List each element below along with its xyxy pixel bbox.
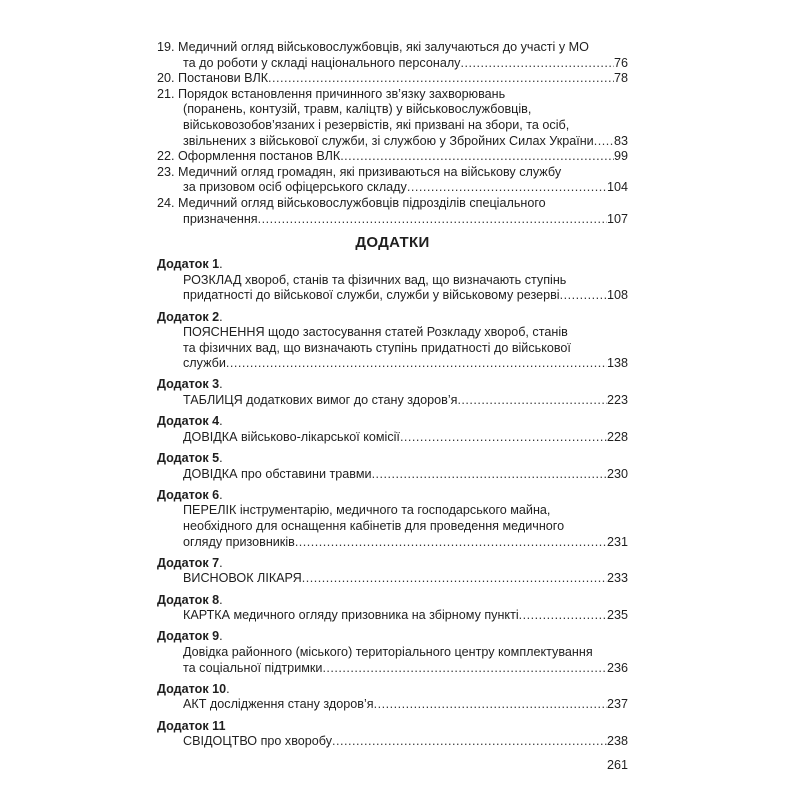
toc-entry-number: 22. [157, 149, 175, 164]
appendix-text: та фізичних вад, що визначають ступінь придатності до військової [183, 340, 571, 355]
toc-entry-number: 23. [157, 164, 175, 179]
toc-page-number: 76 [613, 55, 628, 70]
toc-entry-number: 19. [157, 40, 175, 54]
appendix-entry[interactable] [157, 310, 628, 372]
appendix-label: Додаток 10 [157, 681, 227, 696]
appendix-line [157, 535, 628, 551]
appendix-line [157, 430, 628, 446]
dot-leader [460, 56, 614, 72]
toc-appendices [157, 257, 628, 750]
appendix-label: Додаток 2 [157, 309, 220, 324]
toc-entry-line [157, 134, 628, 150]
appendix-text: служби [183, 356, 226, 371]
appendix-entry[interactable] [157, 556, 628, 587]
toc-entry-text [157, 149, 340, 165]
dot-leader [340, 149, 614, 165]
appendix-title [157, 451, 628, 467]
appendix-text: КАРТКА медичного огляду призовника на збірному пункті [183, 608, 519, 623]
toc-entry-title: Медичний огляд військовослужбовців підрозділів спеціального [178, 195, 546, 210]
appendix-title [157, 593, 628, 609]
appendix-label-dot: . [219, 414, 223, 429]
toc-entry-text [157, 40, 589, 56]
appendix-page-number: 231 [606, 534, 628, 549]
toc-entry-text: (поранень, контузій, травм, каліцтв) у військовослужбовців, [183, 102, 532, 117]
toc-entry-line [157, 180, 628, 196]
appendix-page-number: 223 [606, 393, 628, 408]
appendix-line [157, 356, 628, 372]
appendix-entry[interactable] [157, 629, 628, 676]
toc-entry-title: Постанови ВЛК [178, 71, 269, 86]
appendix-line [157, 697, 628, 713]
dot-leader [374, 697, 607, 713]
toc-page-number: 104 [606, 180, 628, 195]
appendix-entry[interactable] [157, 257, 628, 304]
appendix-label-dot: . [219, 592, 223, 607]
appendix-label-dot: . [226, 681, 230, 696]
toc-entry-text [157, 165, 561, 181]
appendix-line [157, 467, 628, 483]
toc-entry-text: за призовом осіб офіцерського складу [183, 180, 407, 195]
appendix-entry[interactable] [157, 414, 628, 445]
toc-entry-line [157, 118, 628, 134]
appendix-page-number: 237 [606, 697, 628, 712]
toc-entry[interactable] [157, 196, 628, 227]
appendix-label-dot: . [219, 377, 223, 392]
appendix-line [157, 571, 628, 587]
appendix-label: Додаток 5 [157, 451, 220, 466]
toc-entry-title: Медичний огляд військовослужбовців, які залучаються до участі у МО [178, 40, 589, 54]
appendix-line [157, 325, 628, 341]
toc-entry-title: Медичний огляд громадян, які призиваються на військову службу [178, 164, 562, 179]
dot-leader [322, 661, 607, 677]
dot-leader [407, 180, 607, 196]
appendix-page-number: 233 [606, 571, 628, 586]
toc-entry-text: військовозобов’язаних і резервістів, які призвані на збори, та осіб, [183, 117, 570, 132]
toc-entry-number: 20. [157, 71, 175, 86]
dot-leader [594, 134, 614, 150]
appendix-line [157, 273, 628, 289]
dot-leader [226, 356, 607, 372]
toc-page-number: 107 [606, 211, 628, 226]
appendix-label: Додаток 7 [157, 555, 220, 570]
toc-entry-title: Оформлення постанов ВЛК [178, 149, 341, 164]
toc-entry-text [157, 71, 268, 87]
toc-entry-text [157, 196, 546, 212]
dot-leader [332, 734, 607, 750]
appendix-text: Довідка районного (міського) територіального центру комплектування [183, 644, 593, 659]
toc-entry-text: звільнених з військової служби, зі службою у Збройних Силах України [183, 133, 594, 148]
appendix-line [157, 734, 628, 750]
appendix-entry[interactable] [157, 377, 628, 408]
appendix-line [157, 608, 628, 624]
dot-leader [258, 212, 607, 228]
toc-entry-text: та до роботи у складі національного персоналу [183, 55, 461, 70]
appendix-label-dot: . [219, 451, 223, 466]
appendix-title [157, 310, 628, 326]
appendix-page-number: 138 [606, 356, 628, 371]
dot-leader [560, 288, 607, 304]
toc-page-number: 78 [613, 71, 628, 86]
toc-entry-line [157, 212, 628, 228]
toc-entry-title: Порядок встановлення причинного зв’язку захворювань [178, 86, 506, 101]
toc-entry[interactable] [157, 40, 628, 71]
toc-page-number: 99 [613, 149, 628, 164]
toc-entry-text [157, 87, 505, 103]
appendix-label-dot: . [219, 555, 223, 570]
appendix-text: АКТ дослідження стану здоров’я [183, 697, 374, 712]
dot-leader [268, 71, 614, 87]
appendix-line [157, 519, 628, 535]
appendix-title [157, 377, 628, 393]
toc-entry-text: призначення [183, 211, 258, 226]
toc-entry[interactable] [157, 165, 628, 196]
appendix-text: ПОЯСНЕННЯ щодо застосування статей Розкладу хвороб, станів [183, 325, 568, 340]
toc-entry[interactable] [157, 87, 628, 149]
dot-leader [519, 608, 607, 624]
appendix-entry[interactable] [157, 719, 628, 750]
appendix-label: Додаток 8 [157, 592, 220, 607]
appendix-title [157, 719, 628, 735]
appendix-text: необхідного для оснащення кабінетів для проведення медичного [183, 519, 565, 533]
table-of-contents [157, 40, 628, 755]
appendix-text: огляду призовників [183, 534, 295, 549]
toc-page-number: 83 [613, 133, 628, 148]
appendix-title [157, 556, 628, 572]
appendix-label: Додаток 6 [157, 487, 220, 502]
appendix-line [157, 503, 628, 519]
appendix-entry[interactable] [157, 488, 628, 550]
appendix-label: Додаток 3 [157, 377, 220, 392]
appendix-page-number: 235 [606, 608, 628, 623]
toc-entry-number: 21. [157, 86, 175, 101]
appendix-label-dot: . [219, 309, 223, 324]
appendix-entry[interactable] [157, 682, 628, 713]
appendix-label-dot: . [219, 487, 223, 502]
dot-leader [372, 467, 607, 483]
toc-entry-line [157, 40, 628, 56]
appendix-entry[interactable] [157, 451, 628, 482]
appendix-text: та соціальної підтримки [183, 660, 323, 675]
appendix-page-number: 230 [606, 466, 628, 481]
appendix-page-number: 238 [606, 734, 628, 749]
toc-entry-line [157, 165, 628, 181]
appendix-text: РОЗКЛАД хвороб, станів та фізичних вад, що визначають ступінь [183, 272, 567, 287]
appendix-title [157, 257, 628, 273]
appendix-text: ПЕРЕЛІК інструментарію, медичного та господарського майна, [183, 503, 551, 518]
appendices-heading: ДОДАТКИ [355, 234, 430, 252]
appendix-title [157, 414, 628, 430]
appendix-line [157, 661, 628, 677]
toc-entry[interactable] [157, 71, 628, 87]
appendix-text: придатності до військової служби, служби у військовому резерві [183, 288, 560, 303]
appendix-title [157, 488, 628, 504]
dot-leader [302, 571, 607, 587]
appendix-page-number: 236 [606, 660, 628, 675]
appendix-page-number: 228 [606, 429, 628, 444]
appendix-title [157, 682, 628, 698]
toc-entry-line [157, 196, 628, 212]
appendix-label-dot: . [219, 257, 223, 272]
toc-entry-line [157, 102, 628, 118]
appendix-label: Додаток 9 [157, 629, 220, 644]
appendix-page-number: 108 [606, 288, 628, 303]
appendix-title [157, 629, 628, 645]
dot-leader [457, 393, 607, 409]
appendix-line [157, 645, 628, 661]
appendix-text: ДОВІДКА військово-лікарської комісії [183, 429, 400, 444]
appendix-text: ДОВІДКА про обставини травми [183, 466, 372, 481]
appendix-text: СВІДОЦТВО про хворобу [183, 734, 333, 749]
appendix-line [157, 393, 628, 409]
appendix-label: Додаток 1 [157, 257, 220, 272]
toc-sections [157, 40, 628, 227]
appendix-label: Додаток 4 [157, 414, 220, 429]
appendix-label: Додаток 11 [157, 718, 226, 733]
appendix-text: ВИСНОВОК ЛІКАРЯ [183, 571, 302, 586]
appendix-entry[interactable] [157, 593, 628, 624]
page-number: 261 [606, 758, 628, 772]
toc-entry-line [157, 56, 628, 72]
dot-leader [400, 430, 607, 446]
toc-entry-line [157, 87, 628, 103]
appendix-label-dot: . [219, 629, 223, 644]
toc-entry-number: 24. [157, 195, 175, 210]
appendix-text: ТАБЛИЦЯ додаткових вимог до стану здоров’я [183, 393, 458, 408]
toc-entry[interactable] [157, 149, 628, 165]
toc-entry-line [157, 149, 628, 165]
dot-leader [295, 535, 607, 551]
appendix-line [157, 341, 628, 357]
toc-entry-line [157, 71, 628, 87]
appendix-line [157, 288, 628, 304]
